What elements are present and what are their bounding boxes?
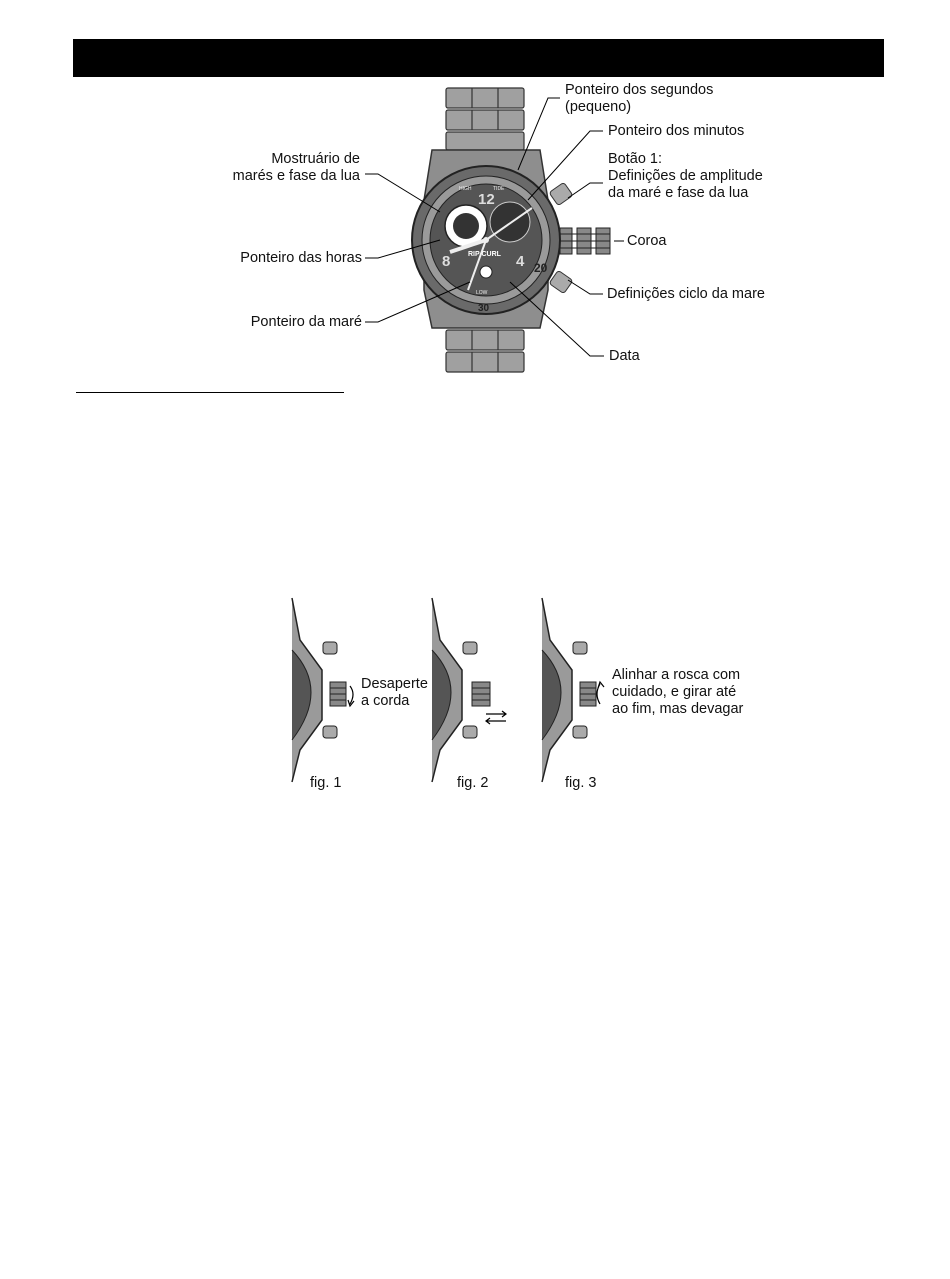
label-seconds-hand-line2: (pequeno): [565, 99, 632, 115]
label-button-1-line3: da maré e fase da lua: [608, 185, 749, 201]
label-tide-dial-line1: Mostruário de: [271, 151, 360, 167]
label-tide-hand: Ponteiro da maré: [250, 314, 362, 330]
crown-icon: [560, 228, 610, 254]
label-tide-dial-line2: marés e fase da lua: [232, 168, 360, 184]
fig3-watch-illustration: [542, 598, 604, 782]
label-hours-hand: Ponteiro das horas: [240, 250, 362, 266]
label-tide-cycle: Definições ciclo da mare: [607, 286, 765, 302]
numeral-4: 4: [516, 253, 525, 270]
fig3-instruction-line1: Alinhar a rosca com: [612, 667, 741, 683]
fig2-caption: fig. 2: [457, 775, 489, 791]
label-minutes-hand: Ponteiro dos minutos: [608, 123, 745, 139]
dial-tide-text: TIDE: [493, 186, 505, 192]
crown-instruction-figures: [0, 590, 950, 790]
fig3-instruction-line2: cuidado, e girar até: [612, 684, 737, 700]
label-button-1-line1: Botão 1:: [608, 151, 663, 167]
label-seconds-hand: [565, 82, 713, 116]
numeral-8: 8: [442, 253, 451, 270]
minutes-subdial: [490, 202, 530, 242]
dial-high-text: HIGH: [459, 186, 472, 192]
date-window: [480, 266, 492, 278]
label-button-1: [608, 151, 763, 202]
watch-diagram: [0, 0, 950, 400]
fig1-instruction: [361, 676, 428, 710]
bracelet-bottom: [446, 330, 524, 372]
fig1-caption: fig. 1: [310, 775, 342, 791]
label-seconds-hand-line1: Ponteiro dos segundos: [565, 82, 714, 98]
fig1-instruction-line1: Desaperte: [361, 676, 428, 692]
bracelet-top: [446, 88, 524, 150]
dial-low-text: LOW: [476, 290, 488, 296]
numeral-12: 12: [478, 191, 495, 208]
bezel-30: 30: [478, 303, 490, 314]
label-button-1-line2: Definições de amplitude: [608, 168, 763, 184]
button-1: [549, 182, 573, 205]
fig3-instruction-line3: ao fim, mas devagar: [612, 701, 744, 717]
rotate-arrow-icon: [348, 686, 354, 706]
label-tide-dial: [200, 151, 360, 185]
fig2-watch-illustration: [432, 598, 506, 782]
brand-logo-text: RIP CURL: [468, 251, 501, 258]
rotate-arrow-icon: [597, 682, 604, 704]
fig3-caption: fig. 3: [565, 775, 597, 791]
label-date: Data: [609, 348, 640, 364]
fig3-instruction: [612, 667, 743, 718]
label-crown: Coroa: [627, 233, 667, 249]
section-divider: [76, 392, 344, 393]
bezel-20: 20: [534, 261, 548, 275]
fig1-instruction-line2: a corda: [361, 693, 410, 709]
push-pull-arrows-icon: [486, 711, 506, 724]
fig1-watch-illustration: [292, 598, 354, 782]
